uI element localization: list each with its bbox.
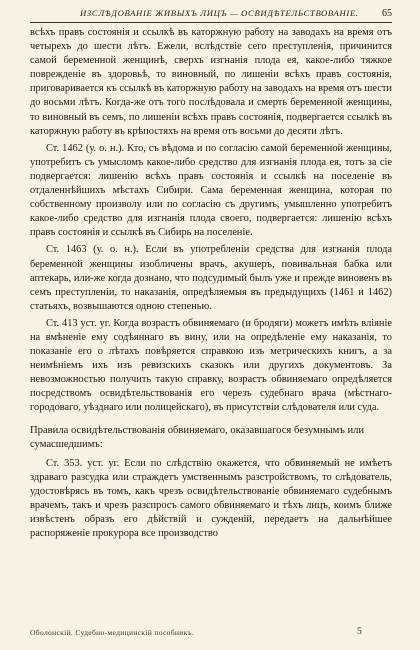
- paragraph-article-353: Ст. 353. уст. уг. Если по слѣдствію окажется, что обвиняемый не имѣетъ здраваго разсудка или страждетъ умственнымъ разстройствомъ, то слѣдователь, удостовѣрясь въ томъ, какъ чрезъ освидѣтельствованіе обвиняемаго судебнымъ врачемъ, такъ и чрезъ разспросъ самого обвиняемаго и тѣхъ лицъ, коимъ ближе извѣстенъ образъ его дѣйствій и сужденій, передаетъ на дальнѣйшее распоряженіе прокурора все производство: [30, 457, 392, 540]
- running-title: ИЗСЛѢДОВАНІЕ ЖИВЫХЪ ЛИЦЪ — ОСВИДѢТЕЛЬСТВОВАНІЕ.: [80, 8, 359, 18]
- running-header: [30, 8, 392, 22]
- sheet-number: 5: [356, 627, 362, 637]
- paragraph-article-1462: Ст. 1462 (у. о. н.). Кто, съ вѣдома и по согласію самой беременной женщины, употребитъ съ умысломъ какое-либо средство для изгнанія плода ея, тотъ за сіе подвергается: лишенію всѣхъ правъ состоянія и ссылкѣ на поселеніе въ отдаленнѣйшихъ мѣстахъ Сибири. Сама беременная женщина, которая по собственному произволу или по согласію съ другимъ, умышленно употребитъ какое-либо средство для изгнанія плода своего, подвергается: лишенію всѣхъ правъ состоянія и ссылкѣ въ Сибирь на поселеніе.: [30, 142, 392, 239]
- page-footer: [30, 628, 392, 642]
- section-heading: Правила освидѣтельствованія обвиняемаго, оказавшагося безумнымъ или сумасшедшимъ:: [30, 424, 365, 451]
- printer-signature: Оболонскій. Судебно-медицинскій пособникъ.: [30, 628, 195, 637]
- paragraph-continued: всѣхъ правъ состоянія и ссылкѣ въ каторжную работу на заводахъ на время отъ четырехъ до шести лѣтъ. Ежели, вслѣдствіе сего преступленія, причинится самой беременной женщинѣ, сверхъ изгнанія плода ея, какое-либо тяжкое поврежденіе въ здоровьѣ, то виновный, по лишеніи всѣхъ правъ состоянія, приговаривается къ ссылкѣ въ каторжную работу на заводахъ на время отъ шести до восьми лѣтъ. Когда-же отъ того послѣдовала и смерть беременной женщины, то виновный въ семъ, по лишеніи всѣхъ правъ состоянія, подвергается ссылкѣ въ каторжную работу въ крѣпостяхъ на время отъ восьми до десяти лѣтъ.: [30, 27, 392, 137]
- page-body: [30, 26, 392, 541]
- paragraph-article-413: Ст. 413 уст. уг. Когда возрастъ обвиняемаго (и бродяги) можетъ имѣть вліяніе на вмѣненіе ему содѣяннаго въ вину, или на опредѣленіе ему наказанія, то показаніе его о лѣтахъ повѣряется справкою изъ метрическихъ книгъ, а за неимѣніемъ ихъ изъ ревизскихъ сказокъ или другихъ документовъ. За невозможностью получить такую справку, возрастъ обвиняемаго опредѣляется посредствомъ освидѣтельствованія его черезъ судебнаго врача (мѣстнаго-городоваго, уѣзднаго или полицейскаго), въ присутствіи слѣдователя или суда.: [30, 317, 392, 414]
- page-number: 65: [382, 8, 392, 19]
- paragraph-article-1463: Ст. 1463 (у. о. н.). Если въ употребленіи средства для изгнанія плода беременной женщины изобличены врачъ, акушеръ, повивальная бабка или аптекарь, или-же когда дознано, что подсудимый былъ уже и прежде виновенъ въ семъ преступленіи, то наказанія, опредѣляемыя въ предыдущихъ (1461 и 1462) статьяхъ, возвышаются одною степенью.: [30, 244, 392, 312]
- header-rule: [30, 22, 392, 23]
